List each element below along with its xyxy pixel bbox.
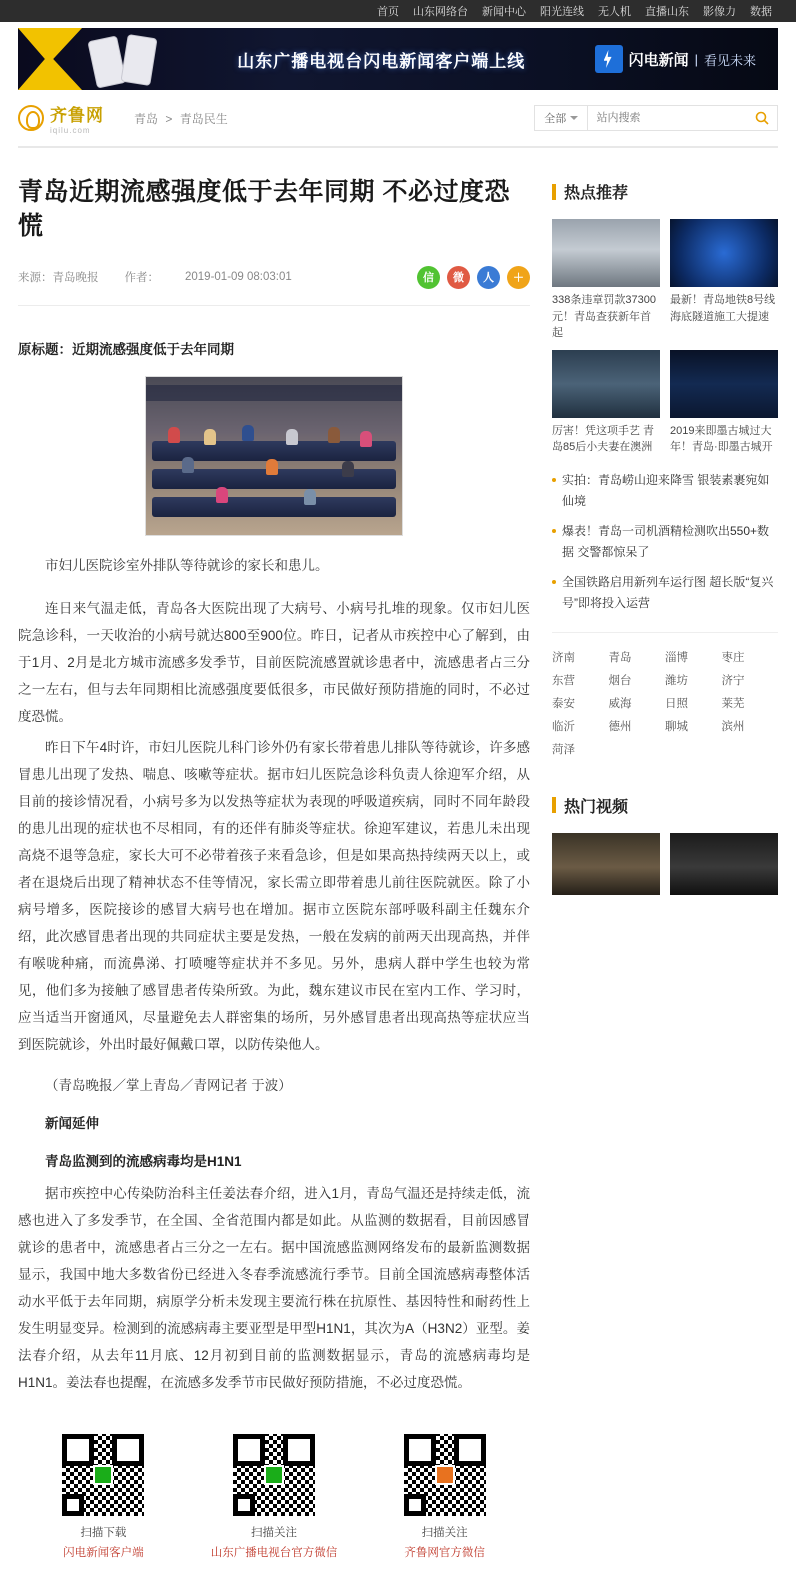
video-thumbnail[interactable] xyxy=(670,833,778,895)
banner-text: 山东广播电视台闪电新闻客户端上线 xyxy=(237,51,526,71)
city-link[interactable]: 德州 xyxy=(608,720,632,733)
list-item[interactable] xyxy=(552,350,660,456)
section-bar-icon xyxy=(552,797,556,813)
topnav-link[interactable]: 影像力 xyxy=(703,6,736,18)
qilu-logo-icon xyxy=(18,105,44,131)
search-scope-label: 全部 xyxy=(544,113,567,125)
card-thumbnail xyxy=(670,219,778,287)
city-link[interactable]: 聊城 xyxy=(665,720,688,733)
site-logo-cn: 齐鲁网 xyxy=(50,106,104,125)
topnav-link[interactable]: 山东网络台 xyxy=(413,6,468,18)
banner-yellow-mark-icon xyxy=(18,28,82,90)
city-link[interactable]: 青岛 xyxy=(608,651,632,664)
article-subtitle: 青岛监测到的流感病毒均是H1N1 xyxy=(45,1153,242,1169)
video-thumbnail[interactable] xyxy=(552,833,660,895)
list-item[interactable]: 爆表！青岛一司机酒精检测吹出550+数据 交警都惊呆了 xyxy=(552,521,778,563)
card-thumbnail xyxy=(670,350,778,418)
article-photo xyxy=(145,376,403,536)
video-list xyxy=(552,833,778,895)
search-scope-select[interactable] xyxy=(535,106,588,130)
list-item[interactable]: 全国铁路启用新列车运行图 超长版“复兴号”即将投入运营 xyxy=(552,572,778,614)
topnav-link[interactable]: 无人机 xyxy=(598,6,631,18)
qr-code-icon xyxy=(404,1434,486,1516)
article-meta xyxy=(18,266,530,306)
qrcode-row xyxy=(18,1434,530,1560)
city-link[interactable]: 日照 xyxy=(665,697,688,710)
page-title: 青岛近期流感强度低于去年同期 不必过度恐慌 xyxy=(18,178,510,240)
sidebar-hot-title-text: 热点推荐 xyxy=(564,185,629,202)
list-item[interactable] xyxy=(552,219,660,342)
site-logo-en: iqilu.com xyxy=(50,126,91,135)
article-source: 来源：青岛晚报 xyxy=(18,272,99,284)
topnav-link[interactable]: 新闻中心 xyxy=(482,6,526,18)
city-link[interactable]: 莱芜 xyxy=(721,697,745,710)
article-paragraph: 连日来气温走低，青岛各大医院出现了大病号、小病号扎堆的现象。仅市妇儿医院急诊科，一天收治的小病号就达800至900位。昨日，记者从市疾控中心了解到，由于1月、2月是北方城市流感多发季节，目前医院流感置就诊患者中，流感患者占三分之一左右，但与去年同期相比流感强度要低很多，市民做好预防措施的同时，不必过度恐慌。 xyxy=(18,600,530,724)
article-paragraph: 据市疾控中心传染防治科主任姜法春介绍，进入1月，青岛气温还是持续走低，流感也进入了多发季节，在全国、全省范围内都是如此。从监测的数据看，目前因感冒就诊的患者中，流感患者占三分之一左右。据中国流感监测网络发布的最新监测数据显示，我国中地大多数省份已经进入冬春季流感流行季节。目前全国流感病毒整体活动水平低于去年同期，病原学分析未发现主要流行株在抗原性、基因特性和耐药性上发生明显变异。检测到的流感病毒主要亚型是甲型H1N1，其次为A（H3N2）亚型。姜法春介绍，从去年11月底、12月初到目前的监测数据显示，青岛的流感病毒均是H1N1。姜法春也提醒，在流感多发季节市民做好预防措施，不必过度恐慌。 xyxy=(18,1185,530,1390)
breadcrumb-separator: > xyxy=(165,111,173,126)
section-bar-icon xyxy=(552,184,556,200)
card-caption: 2019来即墨古城过大年！青岛·即墨古城开 xyxy=(670,424,773,453)
qrcode-item xyxy=(199,1434,349,1560)
card-caption: 338条违章罚款37300元！青岛查获新年首起 xyxy=(552,294,656,339)
wechat-share-icon[interactable]: 信 xyxy=(417,266,440,289)
article-paragraph: 昨日下午4时许，市妇儿医院儿科门诊外仍有家长带着患儿排队等待就诊，许多感冒患儿出现了发热、喘息、咳嗽等症状。据市妇儿医院急诊科负责人徐迎军介绍，从目前的接诊情况看，小病号多为以发热等症状为表现的呼吸道疾病，同时不同年龄段的患儿出现的症状也不尽相同，有的还伴有肺炎等症状。徐迎军建议，若患儿未出现高烧不退等急症，家长大可不必带着孩子来看急诊，但是如果高热持续两天以上，或者在退烧后出现了精神状态不佳等情况，家长需立即带着患儿前往医院就医。除了小病号增多，医院接诊的感冒大病号也在增加。据市立医院东部呼吸科副主任魏东介绍，此次感冒患者出现的共同症状主要是发热，一般在发病的前两天出现高热，并伴有喉咙种痛，而流鼻涕、打喷嚏等症状并不多见。另外，患病人群中学生也较为常见，他们多为接触了感冒患者传染所致。为此，魏东建议市民在室内工作、学习时，应当适当开窗通风，尽量避免去人群密集的场所，另外感冒患者出现高热等症状应当到医院就诊，外出时最好佩戴口罩，以防传染他人。 xyxy=(18,739,530,1052)
city-link[interactable]: 济南 xyxy=(552,651,575,664)
banner-logo-divider: | xyxy=(694,51,698,67)
banner-ad-wrap xyxy=(0,22,796,90)
topnav-link[interactable]: 数据 xyxy=(750,6,772,18)
breadcrumb-item-minsheng[interactable]: 青岛民生 xyxy=(179,111,228,126)
city-link[interactable]: 滨州 xyxy=(721,720,745,733)
breadcrumb xyxy=(130,110,232,127)
article-body xyxy=(18,338,530,1560)
city-link[interactable]: 威海 xyxy=(608,697,632,710)
banner-logo-sub: 看见未来 xyxy=(703,52,756,68)
sidebar-hot-title xyxy=(552,180,778,203)
search-input[interactable] xyxy=(588,106,746,130)
renren-share-icon[interactable]: 人 xyxy=(477,266,500,289)
list-item[interactable] xyxy=(670,350,778,456)
city-link[interactable]: 烟台 xyxy=(608,674,632,687)
banner-ad[interactable] xyxy=(18,28,778,90)
more-share-icon[interactable]: ＋ xyxy=(507,266,530,289)
topnav-link[interactable]: 阳光连线 xyxy=(540,6,584,18)
site-header xyxy=(18,90,778,148)
qrcode-label: 扫描关注 xyxy=(421,1526,468,1539)
article-extend-label: 新闻延伸 xyxy=(45,1115,99,1131)
article-author: 作者： xyxy=(124,272,159,284)
chevron-down-icon xyxy=(570,116,578,120)
weibo-share-icon[interactable]: 微 xyxy=(447,266,470,289)
photo-caption: 市妇儿医院诊室外排队等待就诊的家长和患儿。 xyxy=(45,557,329,573)
card-thumbnail xyxy=(552,219,660,287)
sidebar-video-title-text: 热门视频 xyxy=(564,798,629,816)
card-caption: 厉害！凭这项手艺 青岛85后小夫妻在澳洲 xyxy=(552,424,655,453)
card-thumbnail xyxy=(552,350,660,418)
article-signature: （青岛晚报／掌上青岛／青网记者 于波） xyxy=(45,1077,292,1093)
city-link[interactable]: 菏泽 xyxy=(552,743,575,756)
article-original-title: 原标题：近期流感强度低于去年同期 xyxy=(18,341,234,357)
city-links xyxy=(552,632,778,762)
list-item[interactable]: 实拍：青岛崂山迎来降雪 银装素裹宛如仙境 xyxy=(552,470,778,512)
share-buttons xyxy=(417,266,530,289)
sidebar-video-title xyxy=(552,794,778,817)
qrcode-item xyxy=(370,1434,520,1560)
banner-logo xyxy=(595,45,778,73)
sidebar xyxy=(552,148,778,1570)
lightning-icon xyxy=(595,45,623,73)
city-link[interactable]: 临沂 xyxy=(552,720,575,733)
qr-code-icon xyxy=(62,1434,144,1516)
qrcode-label: 扫描下载 xyxy=(80,1526,127,1539)
search-icon[interactable] xyxy=(746,106,777,130)
banner-logo-main: 闪电新闻 xyxy=(628,51,689,69)
topnav-link[interactable]: 直播山东 xyxy=(645,6,689,18)
qrcode-sublabel: 山东广播电视台官方微信 xyxy=(210,1546,338,1559)
top-nav[interactable] xyxy=(0,0,796,22)
site-logo[interactable] xyxy=(18,101,104,135)
city-link[interactable]: 泰安 xyxy=(552,697,575,710)
city-link[interactable]: 枣庄 xyxy=(721,651,745,664)
city-link[interactable]: 东营 xyxy=(552,674,575,687)
qrcode-sublabel: 闪电新闻客户端 xyxy=(63,1546,144,1559)
page-container xyxy=(0,148,796,1570)
card-caption: 最新！青岛地铁8号线海底隧道施工大提速 xyxy=(670,294,776,323)
qr-code-icon xyxy=(233,1434,315,1516)
sidebar-news-list xyxy=(552,470,778,614)
banner-phones-icon xyxy=(82,28,168,90)
list-item[interactable] xyxy=(670,219,778,342)
hot-cards xyxy=(552,219,778,456)
article-column xyxy=(18,148,530,1570)
topnav-link[interactable]: 首页 xyxy=(377,6,399,18)
search-box[interactable] xyxy=(534,105,778,131)
qrcode-label: 扫描关注 xyxy=(250,1526,297,1539)
breadcrumb-item-qingdao[interactable]: 青岛 xyxy=(134,111,159,126)
qrcode-item xyxy=(28,1434,178,1560)
city-link[interactable]: 淄博 xyxy=(665,651,688,664)
qrcode-sublabel: 齐鲁网官方微信 xyxy=(404,1546,485,1559)
city-link[interactable]: 潍坊 xyxy=(665,674,688,687)
article-time: 2019-01-09 08:03:01 xyxy=(185,271,292,283)
city-link[interactable]: 济宁 xyxy=(721,674,745,687)
